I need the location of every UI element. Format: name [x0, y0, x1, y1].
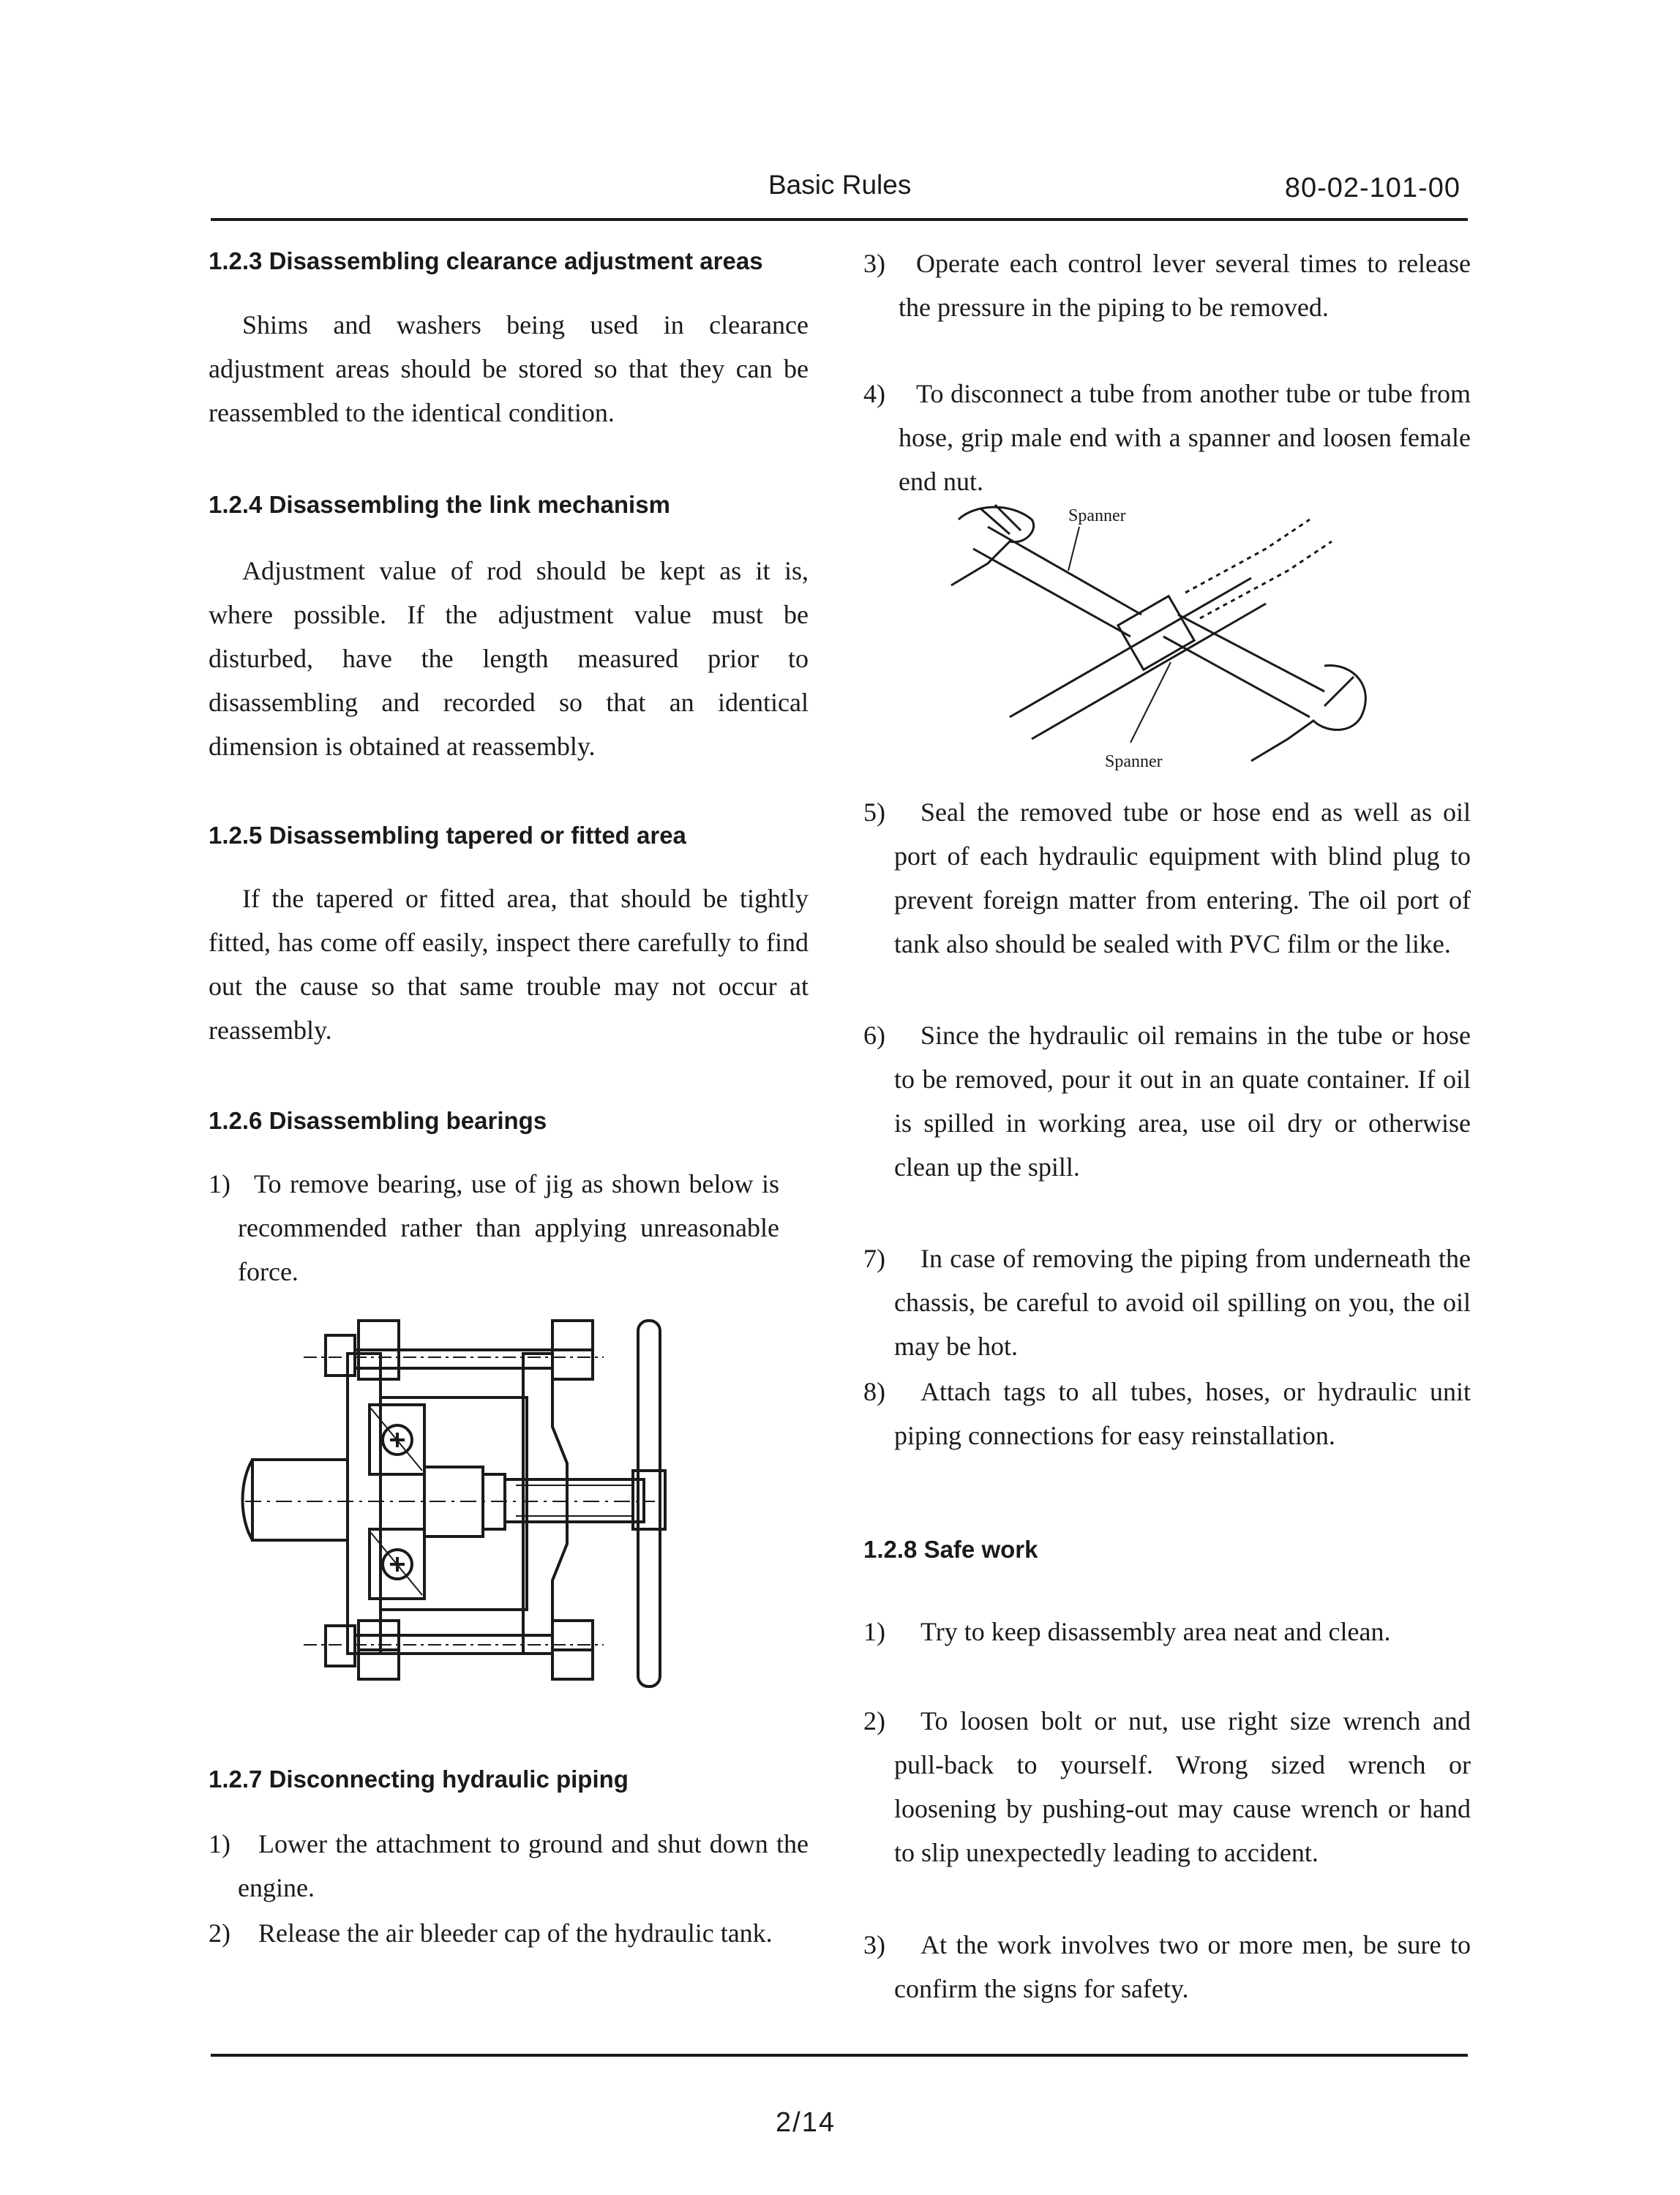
section-1-2-4-body: Adjustment value of rod should be kept as it is, where possible. If the adjustment value must be disturbed, have the length measured prior to disassembling and recorded so that an identical dimension is obtained at reassembly.: [209, 556, 809, 761]
list-item-text: To disconnect a tube from another tube or tube from hose, grip male end with a spanner and loosen female end nut.: [899, 379, 1471, 496]
list-item-number: 4): [863, 379, 885, 408]
list-item-number: 3): [863, 249, 885, 278]
list-item-number: 3): [863, 1930, 885, 1959]
footer-rule: [211, 2054, 1468, 2057]
list-item-number: 5): [863, 798, 885, 827]
list-item-text: Release the air bleeder cap of the hydraulic tank.: [258, 1918, 773, 1948]
list-item-number: 2): [863, 1706, 885, 1736]
list-item-number: 8): [863, 1377, 885, 1406]
document-code: 80-02-101-00: [1284, 173, 1460, 203]
section-1-2-8-heading: 1.2.8 Safe work: [863, 1536, 1038, 1563]
section-1-2-5-heading: 1.2.5 Disassembling tapered or fitted area: [209, 822, 686, 849]
list-item-text: Seal the removed tube or hose end as well as oil port of each hydraulic equipment with blind plug to prevent foreign matter from entering. The oil port of tank also should be sealed with PVC film or the like.: [894, 798, 1471, 958]
list-item-text: Try to keep disassembly area neat and clean.: [920, 1617, 1391, 1646]
page-number: 2/14: [776, 2107, 836, 2138]
list-item-text: Lower the attachment to ground and shut down the engine.: [238, 1829, 809, 1902]
spanner-label-bottom: Spanner: [1105, 752, 1163, 771]
list-item-number: 1): [209, 1169, 230, 1198]
section-1-2-5-body: If the tapered or fitted area, that should be tightly fitted, has come off easily, inspect there carefully to find out the cause so that same trouble may not occur at reassembly.: [209, 884, 809, 1045]
bearing-puller-diagram: [252, 1310, 765, 1741]
list-item-number: 7): [863, 1244, 885, 1273]
list-item-text: Since the hydraulic oil remains in the tube or hose to be removed, pour it out in an quate container. If oil is spilled in working area, use oil dry or otherwise clean up the spill.: [894, 1021, 1471, 1182]
list-item-text: To loosen bolt or nut, use right size wrench and pull-back to yourself. Wrong sized wrench or loosening by pushing-out may cause wrench or hand to slip unexpectedly leading to accident.: [894, 1706, 1471, 1867]
list-item-text: In case of removing the piping from underneath the chassis, be careful to avoid oil spilling on you, the oil may be hot.: [894, 1244, 1471, 1361]
section-1-2-3-heading: 1.2.3 Disassembling clearance adjustment areas: [209, 247, 763, 274]
section-1-2-3-body: Shims and washers being used in clearance adjustment areas should be stored so that they can be reassembled to the identical condition.: [209, 310, 809, 427]
spanner-diagram: [944, 505, 1383, 783]
header-title: Basic Rules: [768, 170, 912, 200]
header-rule: [211, 218, 1468, 221]
list-item-number: 2): [209, 1918, 230, 1948]
section-1-2-4-heading: 1.2.4 Disassembling the link mechanism: [209, 491, 670, 518]
list-item-number: 1): [863, 1617, 885, 1646]
list-item-text: Operate each control lever several times to release the pressure in the piping to be removed.: [899, 249, 1471, 322]
list-item-number: 1): [209, 1829, 230, 1858]
list-item-text: At the work involves two or more men, be sure to confirm the signs for safety.: [894, 1930, 1471, 2003]
section-1-2-7-heading: 1.2.7 Disconnecting hydraulic piping: [209, 1766, 629, 1793]
list-item-text: Attach tags to all tubes, hoses, or hydraulic unit piping connections for easy reinstallation.: [894, 1377, 1471, 1450]
list-item-text: To remove bearing, use of jig as shown below is recommended rather than applying unreasonable force.: [238, 1169, 779, 1286]
list-item-number: 6): [863, 1021, 885, 1050]
section-1-2-6-heading: 1.2.6 Disassembling bearings: [209, 1107, 547, 1134]
spanner-label-top: Spanner: [1068, 506, 1126, 525]
